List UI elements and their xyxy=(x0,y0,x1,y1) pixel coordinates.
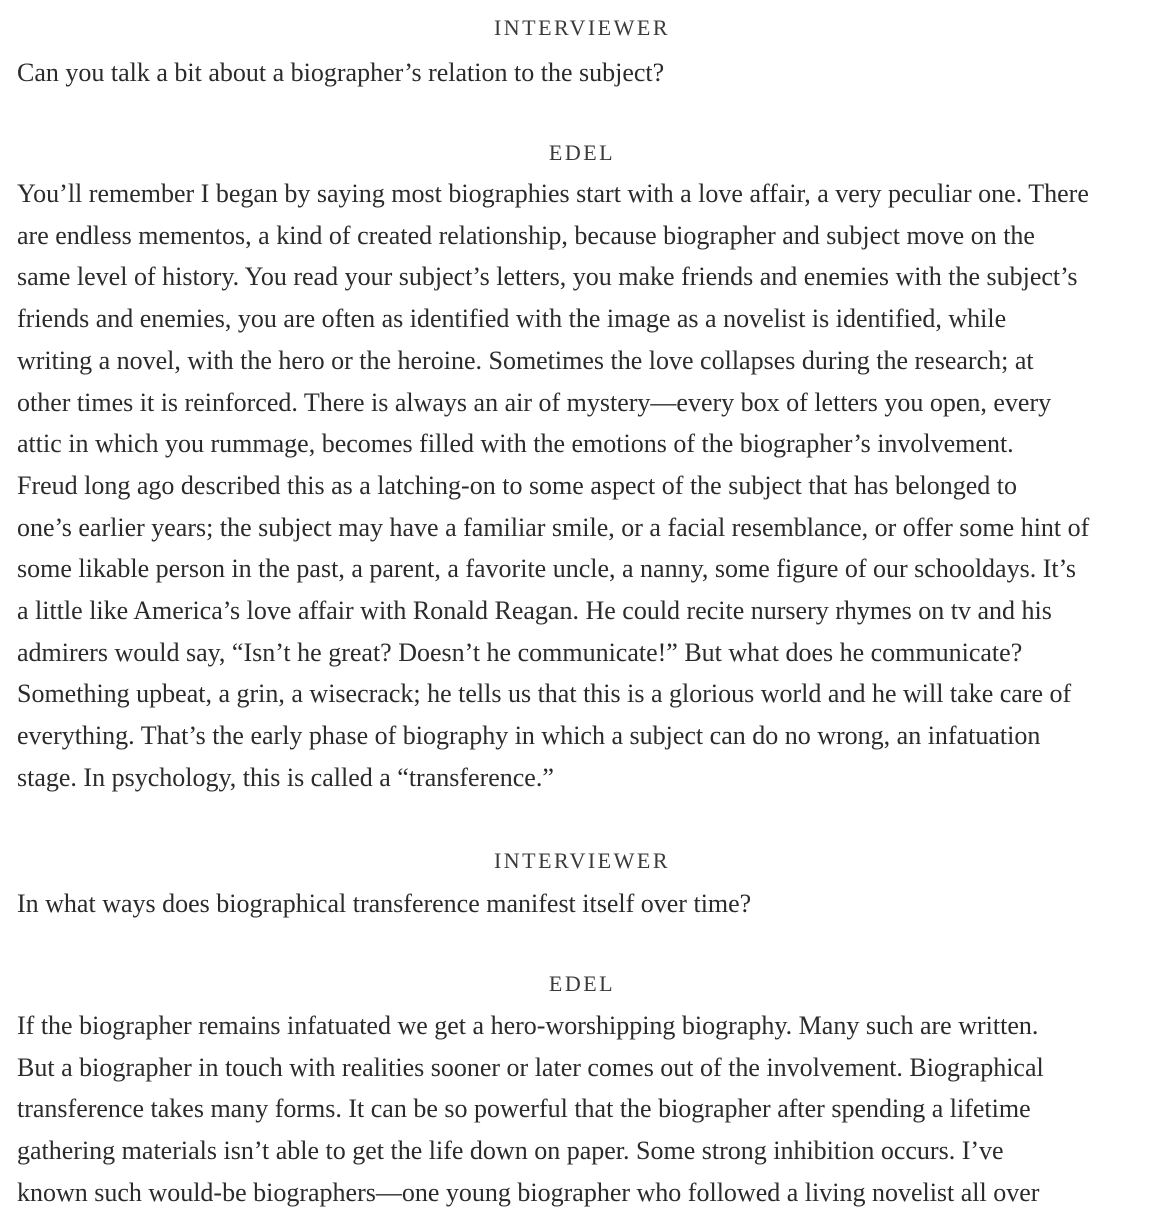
question-paragraph xyxy=(17,883,751,925)
text-line: writing a novel, with the hero or the heroine. Sometimes the love collapses during the research; at xyxy=(17,345,1034,375)
text-line: gathering materials isn’t able to get the life down on paper. Some strong inhibition occurs. I’ve xyxy=(17,1136,1004,1166)
text-line: You’ll remember I began by saying most biographies start with a love affair, a very peculiar one. There xyxy=(17,179,1089,208)
text-line: a little like America’s love affair with Ronald Reagan. He could recite nursery rhymes on tv and his xyxy=(17,596,1052,626)
speaker-label: INTERVIEWER xyxy=(493,848,671,873)
answer-paragraph xyxy=(17,173,1089,799)
text-line: If the biographer remains infatuated we get a hero-worshipping biography. Many such are written. xyxy=(17,1011,1039,1040)
speaker-label: EDEL xyxy=(548,971,616,996)
text-line: other times it is reinforced. There is always an air of mystery—every box of letters you open, every xyxy=(17,387,1052,417)
question-paragraph xyxy=(17,52,664,94)
text-line: everything. That’s the early phase of biography in which a subject can do no wrong, an infatuation xyxy=(17,721,1041,751)
text-line: Something upbeat, a grin, a wisecrack; he tells us that this is a glorious world and he will take care of xyxy=(17,679,1072,709)
text-line: admirers would say, “Isn’t he great? Doesn’t he communicate!” But what does he communicate? xyxy=(17,637,1023,667)
text-line: Freud long ago described this as a latching-on to some aspect of the subject that has belonged to xyxy=(17,470,1018,500)
text-line: known such would-be biographers—one young biographer who followed a living novelist all over xyxy=(17,1177,1040,1207)
text-line: stage. In psychology, this is called a “transference.” xyxy=(17,762,554,792)
text-line: some likable person in the past, a parent, a favorite uncle, a nanny, some figure of our schooldays. It’s xyxy=(17,554,1076,584)
text-line: are endless mementos, a kind of created relationship, because biographer and subject move on the xyxy=(17,220,1035,250)
text-line: same level of history. You read your subject’s letters, you make friends and enemies with the subject’s xyxy=(17,262,1078,292)
text-line: Can you talk a bit about a biographer’s relation to the subject? xyxy=(17,58,665,87)
text-line: But a biographer in touch with realities sooner or later comes out of the involvement. Biographical xyxy=(17,1052,1044,1082)
text-line: one’s earlier years; the subject may have a familiar smile, or a facial resemblance, or offer some hint of xyxy=(17,512,1090,542)
speaker-label: INTERVIEWER xyxy=(493,15,671,40)
speaker-label: EDEL xyxy=(548,140,616,165)
answer-paragraph xyxy=(17,1005,1044,1214)
text-line: In what ways does biographical transference manifest itself over time? xyxy=(17,889,752,918)
text-line: friends and enemies, you are often as identified with the image as a novelist is identified, while xyxy=(17,304,1007,334)
text-line: attic in which you rummage, becomes filled with the emotions of the biographer’s involvement. xyxy=(17,429,1014,459)
text-line: transference takes many forms. It can be so powerful that the biographer after spending a lifetime xyxy=(17,1094,1031,1124)
